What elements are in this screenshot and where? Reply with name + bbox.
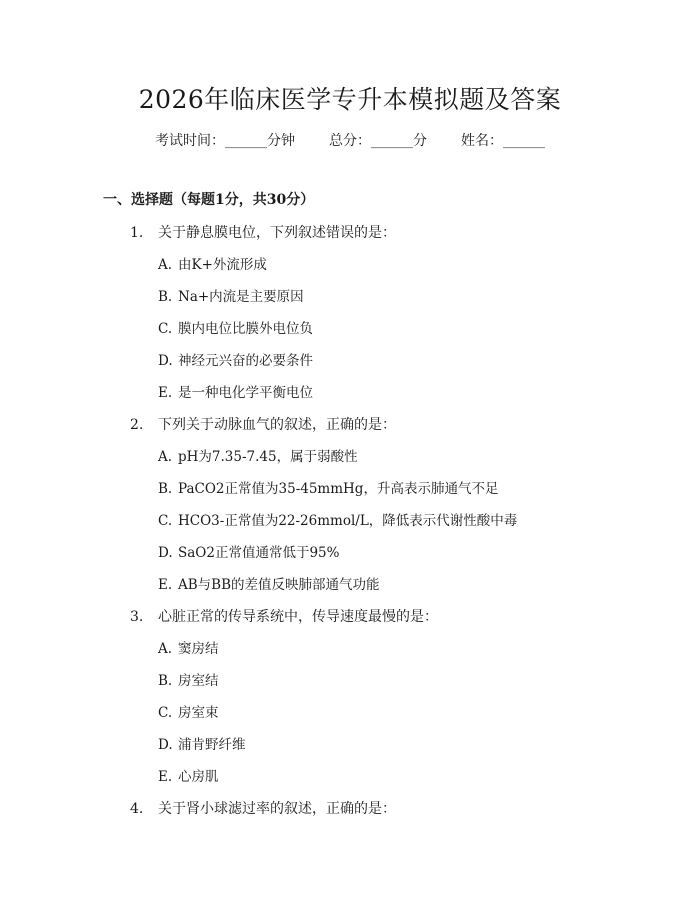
option-letter: C. xyxy=(158,513,173,529)
option-item xyxy=(158,639,219,659)
option-item xyxy=(158,703,219,723)
question-number: 1. xyxy=(130,225,144,241)
option-letter: B. xyxy=(158,481,173,497)
option-text: 房室束 xyxy=(178,705,219,721)
option-item xyxy=(158,575,380,595)
option-text: 心房肌 xyxy=(178,769,219,785)
option-item xyxy=(158,287,304,307)
option-text: 是一种电化学平衡电位 xyxy=(178,385,313,401)
total-score-field: 总分：______分 xyxy=(329,133,427,149)
option-item xyxy=(158,255,267,275)
option-text: 神经元兴奋的必要条件 xyxy=(178,353,313,369)
option-text: HCO3-正常值为22-26mmol/L，降低表示代谢性酸中毒 xyxy=(178,513,518,529)
option-item xyxy=(158,319,313,339)
page-title: 2026年临床医学专升本模拟题及答案 xyxy=(138,85,562,114)
option-text: 由K+外流形成 xyxy=(178,257,267,273)
question-item xyxy=(130,799,396,819)
option-letter: D. xyxy=(158,545,173,561)
option-item xyxy=(158,767,219,787)
option-letter: C. xyxy=(158,321,173,337)
option-item xyxy=(158,671,219,691)
question-number: 3. xyxy=(130,609,144,625)
exam-time-field: 考试时间：______分钟 xyxy=(155,133,295,149)
option-letter: E. xyxy=(158,577,173,593)
option-letter: A. xyxy=(158,257,173,273)
option-item xyxy=(158,735,246,755)
option-item xyxy=(158,543,339,563)
option-letter: C. xyxy=(158,705,173,721)
question-number: 4. xyxy=(130,801,144,817)
option-letter: E. xyxy=(158,769,173,785)
question-number: 2. xyxy=(130,417,144,433)
question-text: 心脏正常的传导系统中，传导速度最慢的是： xyxy=(158,609,438,625)
option-item xyxy=(158,383,313,403)
option-item xyxy=(158,511,517,531)
question-item xyxy=(130,607,438,627)
option-letter: A. xyxy=(158,449,173,465)
option-letter: D. xyxy=(158,353,173,369)
option-letter: A. xyxy=(158,641,173,657)
option-text: pH为7.35-7.45，属于弱酸性 xyxy=(178,449,358,465)
question-item xyxy=(130,415,396,435)
option-text: SaO2正常值通常低于95% xyxy=(178,545,340,561)
option-text: PaCO2正常值为35-45mmHg，升高表示肺通气不足 xyxy=(178,481,499,497)
option-letter: B. xyxy=(158,289,173,305)
option-text: 膜内电位比膜外电位负 xyxy=(178,321,313,337)
option-letter: E. xyxy=(158,385,173,401)
student-name-field: 姓名：______ xyxy=(461,133,545,149)
section-title: 一、选择题（每题1分，共30分） xyxy=(103,192,315,208)
question-item xyxy=(130,223,396,243)
option-text: 窦房结 xyxy=(178,641,219,657)
option-letter: D. xyxy=(158,737,173,753)
option-text: 浦肯野纤维 xyxy=(178,737,246,753)
option-text: AB与BB的差值反映肺部通气功能 xyxy=(178,577,380,593)
option-text: 房室结 xyxy=(178,673,219,689)
question-text: 关于静息膜电位，下列叙述错误的是： xyxy=(158,225,396,241)
option-item xyxy=(158,447,358,467)
option-letter: B. xyxy=(158,673,173,689)
option-item xyxy=(158,351,313,371)
exam-info-line xyxy=(0,131,700,151)
question-text: 关于肾小球滤过率的叙述，正确的是： xyxy=(158,801,396,817)
option-text: Na+内流是主要原因 xyxy=(178,289,304,305)
option-item xyxy=(158,479,498,499)
question-text: 下列关于动脉血气的叙述，正确的是： xyxy=(158,417,396,433)
